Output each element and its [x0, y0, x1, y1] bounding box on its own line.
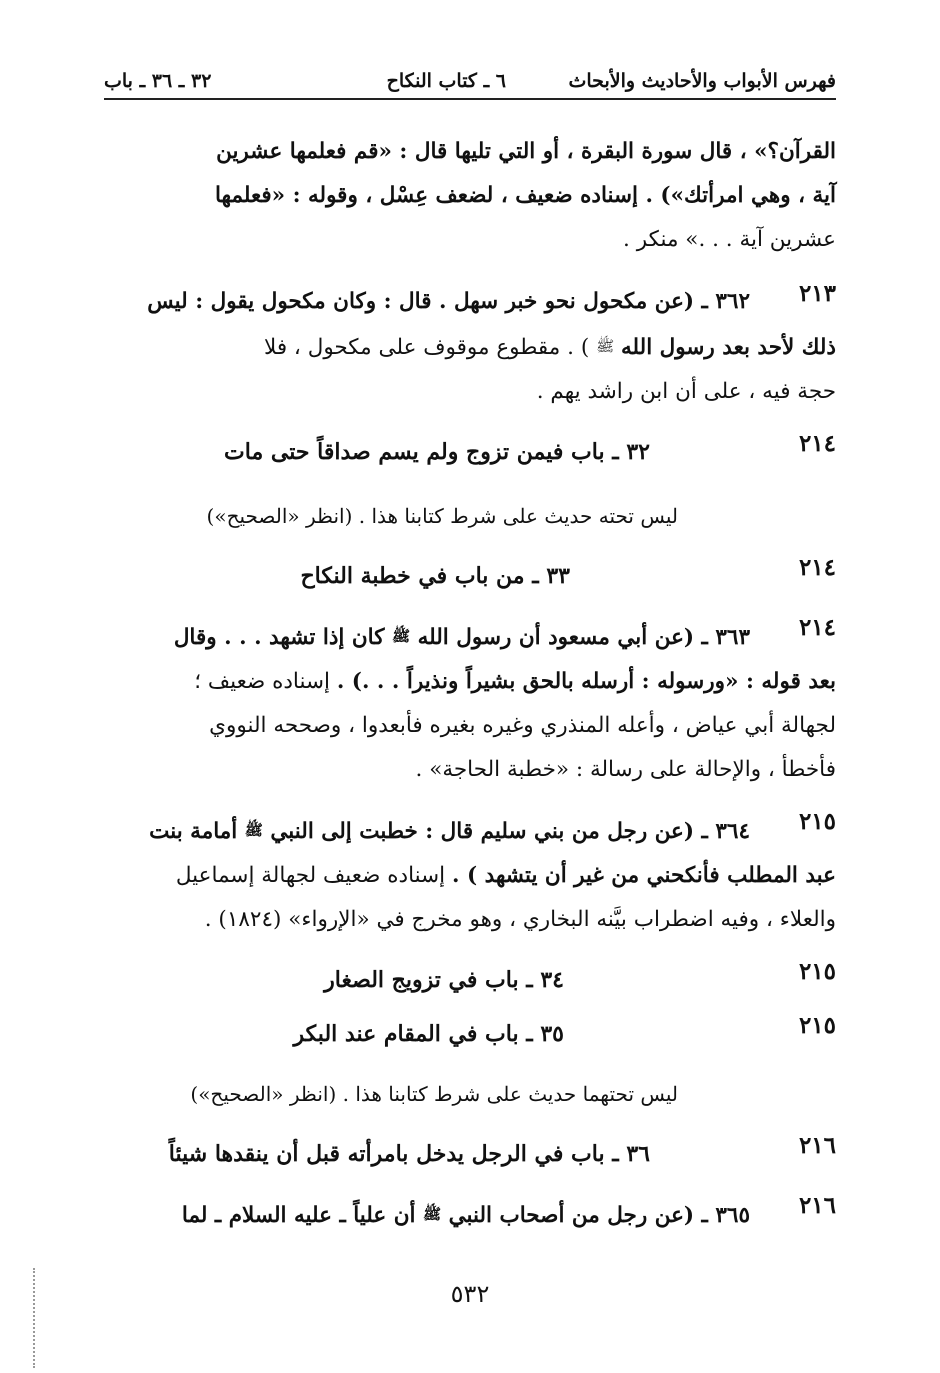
chapter-heading-33	[104, 554, 836, 598]
header-chapter-range: ٣٢ ـ ٣٦ ـ باب	[104, 70, 212, 92]
chapter-title: ٣٣ ـ من باب في خطبة النكاح	[300, 563, 570, 589]
editor-note	[104, 496, 836, 536]
page-reference: ٢١٤	[798, 430, 836, 457]
page-body	[104, 68, 836, 1228]
chapter-heading-34	[104, 958, 836, 1002]
text-line: القرآن؟» ، قال سورة البقرة ، أو التي تليها قال : «قم فعلمها عشرين	[216, 139, 836, 164]
chapter-heading-32	[104, 430, 836, 474]
page-reference: ٢١٤	[798, 554, 836, 581]
text-line: ٣٦٤ ـ (عن رجل من بني سليم قال : خطبت إلى النبي ﷺ أمامة بنت	[149, 819, 750, 844]
page-reference: ٢١٣	[798, 280, 836, 307]
text-line: والعلاء ، وفيه اضطراب بيَّنه البخاري ، وهو مخرج في «الإرواء» (١٨٢٤) .	[204, 907, 836, 932]
chapter-title: ٣٦ ـ باب في الرجل يدخل بامرأته قبل أن ينقدها شيئاً	[168, 1141, 650, 1167]
note-text: ليس تحته حديث على شرط كتابنا هذا . (انظر «الصحيح»)	[206, 504, 678, 528]
chapter-title: ٣٤ ـ باب في تزويج الصغار	[324, 967, 564, 993]
continuation-paragraph	[104, 130, 836, 262]
page-reference: ٢١٦	[798, 1192, 836, 1219]
text-line: حجة فيه ، على أن ابن راشد يهم .	[536, 379, 836, 404]
salutation-glyph: ﷺ	[244, 821, 263, 839]
header-index-title: فهرس الأبواب والأحاديث والأبحاث	[568, 70, 836, 92]
chapter-heading-35	[104, 1012, 836, 1056]
text-line: لجهالة أبي عياض ، وأعله المنذري وغيره بغيره فأبعدوا ، وصححه النووي	[209, 713, 836, 738]
page-reference: ٢١٥	[798, 808, 836, 835]
chapter-heading-36	[104, 1132, 836, 1176]
text-line: ٣٦٢ ـ (عن مكحول نحو خبر سهل . قال : وكان مكحول يقول : ليس	[147, 289, 750, 314]
page-reference: ٢١٦	[798, 1132, 836, 1159]
page-reference: ٢١٥	[798, 1012, 836, 1039]
text-line: ٣٦٥ ـ (عن رجل من أصحاب النبي ﷺ أن علياً ـ عليه السلام ـ لما	[181, 1203, 750, 1228]
hadith-entry-365	[104, 1192, 836, 1238]
text-line: عبد المطلب فأنكحني من غير أن يتشهد ) . إسناده ضعيف لجهالة إسماعيل	[175, 863, 836, 888]
salutation-glyph: ﷺ	[422, 1205, 442, 1223]
chapter-title: ٣٢ ـ باب فيمن تزوج ولم يسم صداقاً حتى مات	[224, 439, 650, 465]
chapter-title: ٣٥ ـ باب في المقام عند البكر	[293, 1021, 564, 1047]
salutation-glyph: ﷺ	[391, 627, 411, 645]
text-line: ذلك لأحد بعد رسول الله ﷺ ) . مقطوع موقوف على مكحول ، فلا	[263, 335, 836, 360]
text-line: ٣٦٣ ـ (عن أبي مسعود أن رسول الله ﷺ كان إذا تشهد . . . وقال	[173, 625, 750, 650]
hadith-entry-364	[104, 808, 836, 942]
hadith-entry-363	[104, 614, 836, 792]
text-line: فأخطأ ، والإحالة على رسالة : «خطبة الحاجة» .	[415, 757, 836, 782]
page-reference: ٢١٤	[798, 614, 836, 641]
text-line: آية ، وهي امرأتك») . إسناده ضعيف ، لضعف عِسْل ، وقوله : «فعلمها	[214, 183, 836, 208]
salutation-glyph: ﷺ	[596, 337, 615, 355]
note-text: ليس تحتهما حديث على شرط كتابنا هذا . (انظر «الصحيح»)	[190, 1082, 678, 1106]
header-book-title: ٦ ـ كتاب النكاح	[386, 70, 506, 92]
hadith-entry-362	[104, 280, 836, 414]
text-line: عشرين آية . . .» منكر .	[623, 227, 836, 252]
running-header	[104, 68, 836, 100]
text-line: بعد قوله : «ورسوله : أرسله بالحق بشيراً ونذيراً . . .) . إسناده ضعيف ؛	[194, 669, 836, 694]
editor-note	[104, 1074, 836, 1114]
page-number: ٥٣٢	[450, 1280, 490, 1308]
page-reference: ٢١٥	[798, 958, 836, 985]
scan-edge-mark	[33, 1268, 39, 1368]
